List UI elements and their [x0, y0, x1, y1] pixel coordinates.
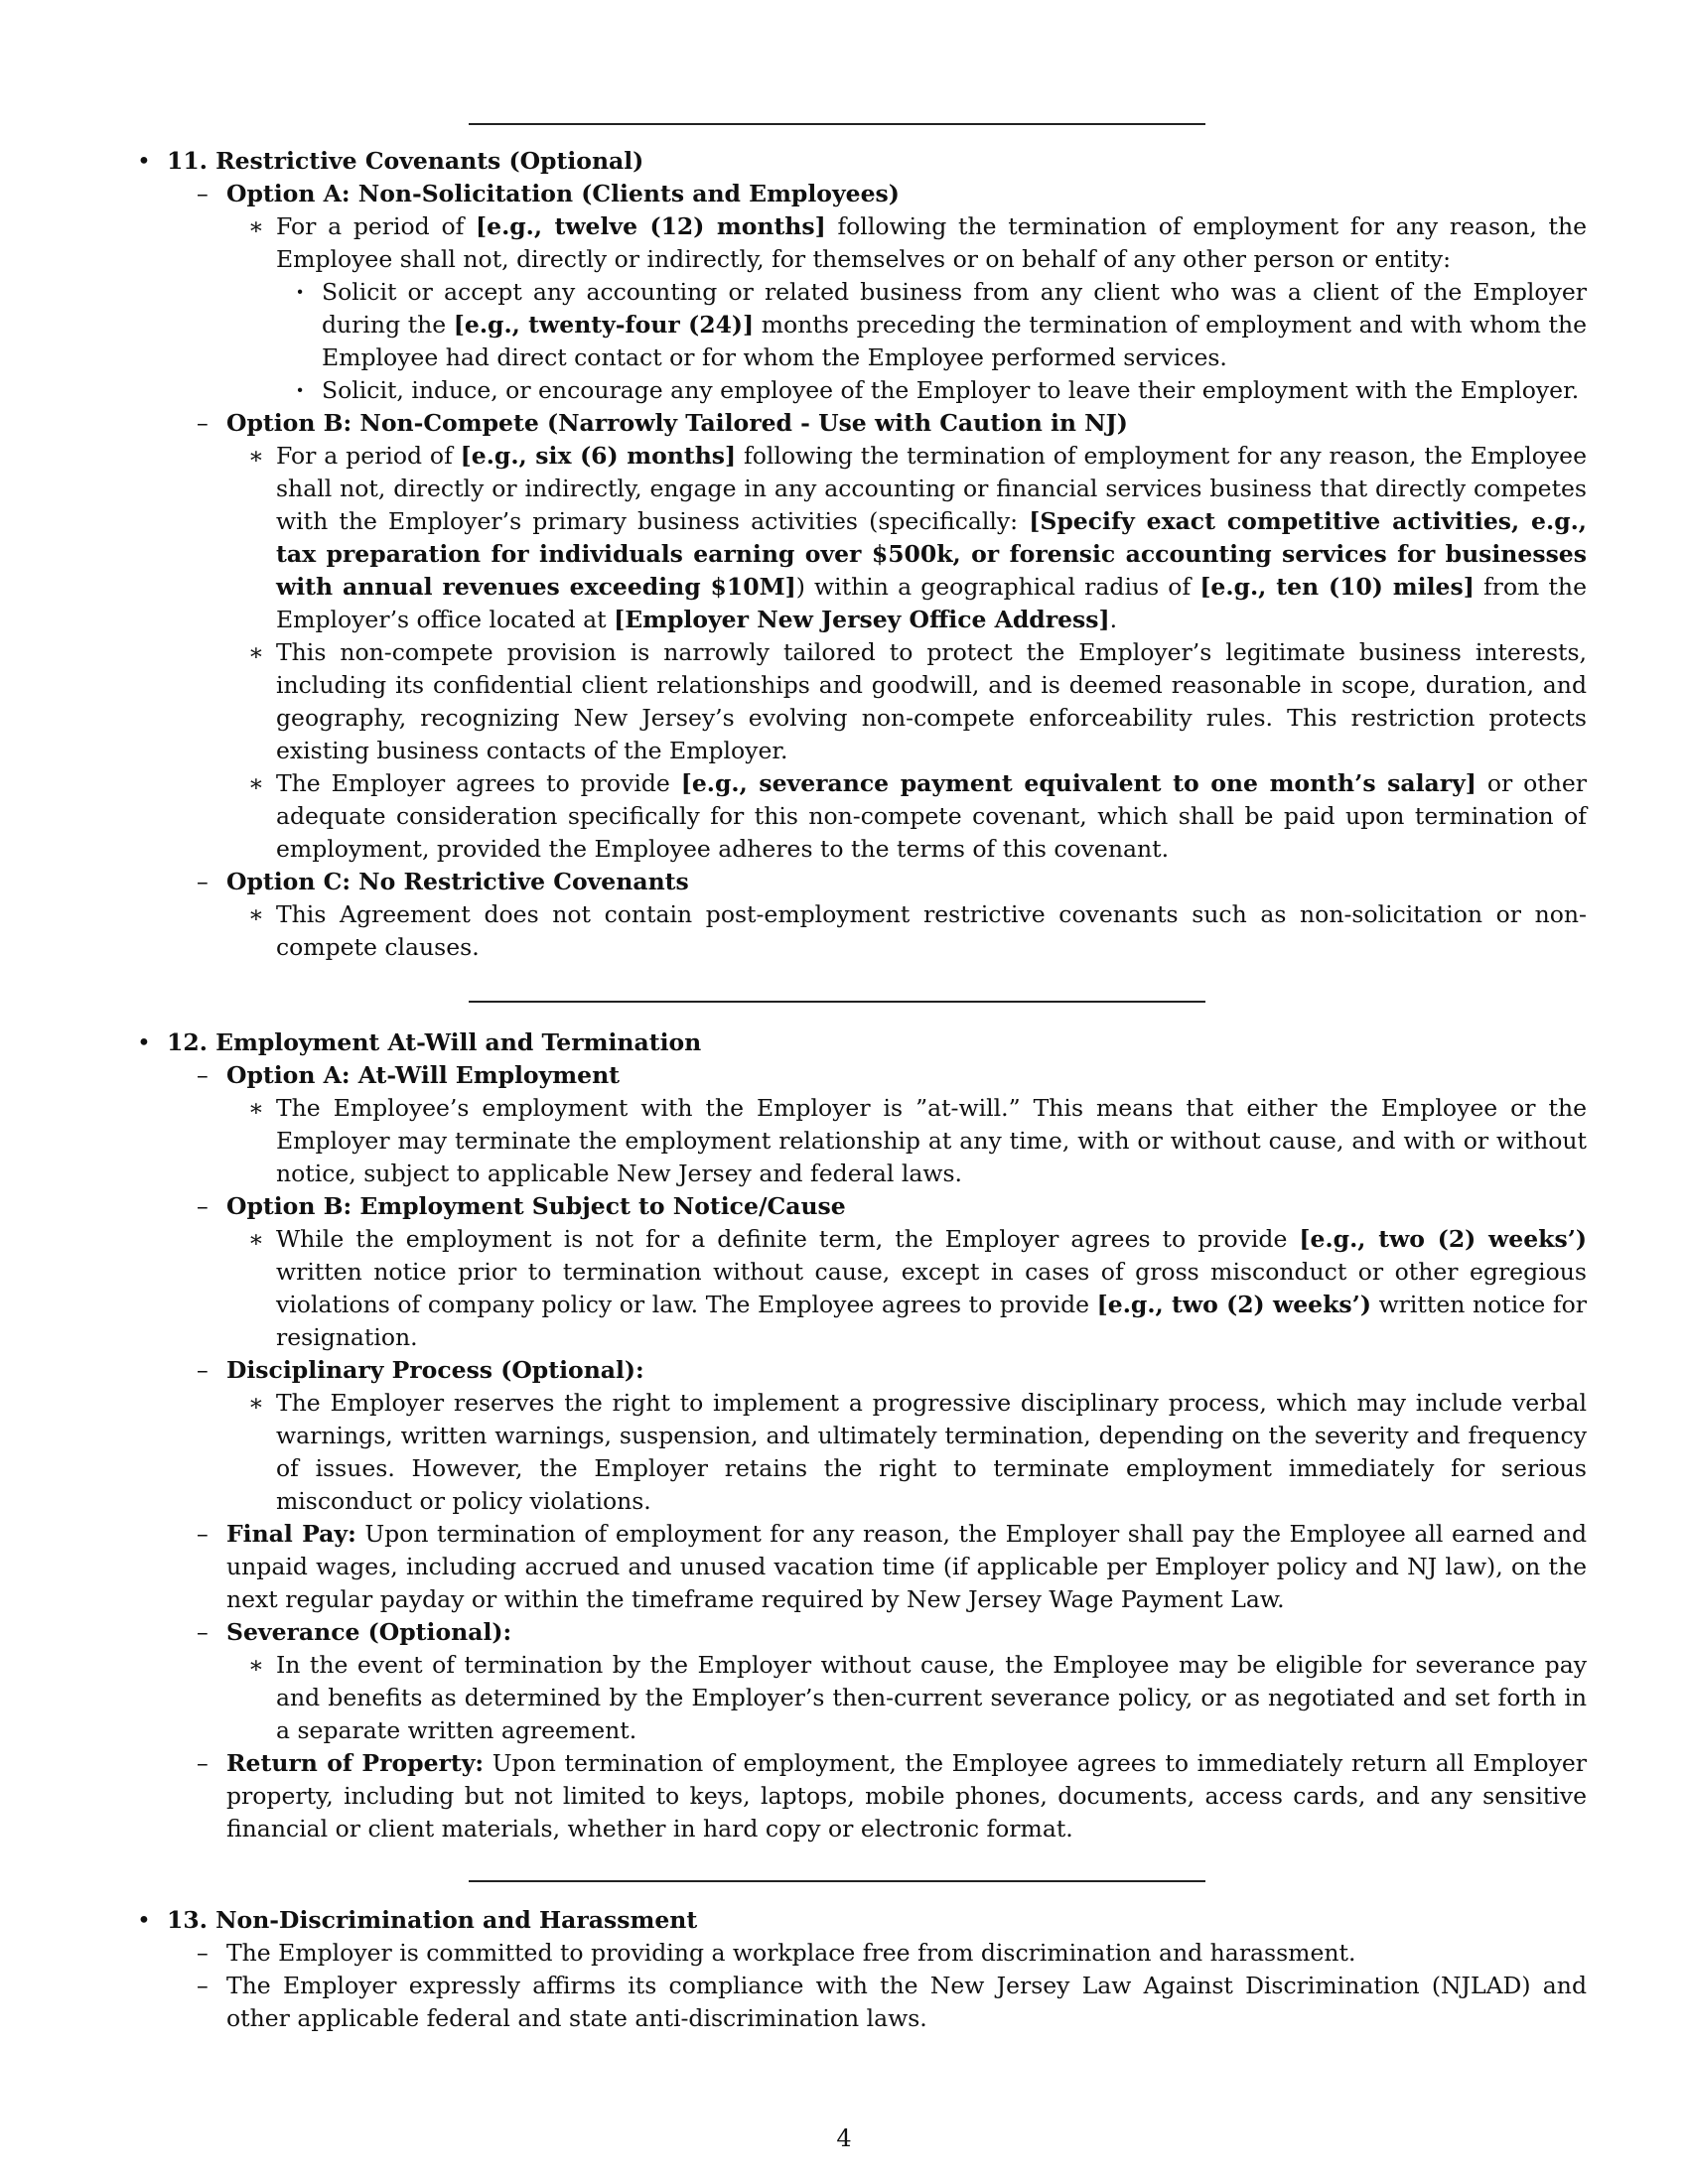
paragraph: ∗ In the event of termination by the Employer without cause, the Employee may be eligible for severance pay and benefits as determined by the Employer’s then-current severance policy, or as negotiated and set forth in a separate written agreement.: [276, 1649, 1587, 1747]
section-title: 12. Employment At-Will and Termination: [167, 1028, 702, 1056]
paragraph: ∗ This Agreement does not contain post-employment restrictive covenants such as non-solicitation or non-compete clauses.: [276, 898, 1587, 964]
paragraph: ∗ While the employment is not for a definite term, the Employer agrees to provide [e.g., two (2) weeks’) written notice prior to termination without cause, except in cases of gross misconduct or other egregious violations of company policy or law. The Employee agrees to provide [e.g., two (2) weeks’) written notice for resignation.: [276, 1223, 1587, 1354]
paragraph: ∗ The Employer agrees to provide [e.g., severance payment equivalent to one month’s salary] or other adequate consideration specifically for this non-compete covenant, which shall be paid upon termination of employment, provided the Employee adheres to the terms of this covenant.: [276, 767, 1587, 866]
option-title: Disciplinary Process (Optional):: [226, 1356, 644, 1384]
page-number: 4: [836, 2124, 852, 2152]
section-13: [137, 1904, 1587, 2035]
sub-bullet: · Solicit, induce, or encourage any employee of the Employer to leave their employment with the Employer.: [322, 374, 1587, 407]
list-item: – The Employer expressly affirms its compliance with the New Jersey Law Against Discrimination (NJLAD) and other applicable federal and state anti-discrimination laws.: [226, 1970, 1587, 2035]
option-title: Option B: Non-Compete (Narrowly Tailored - Use with Caution in NJ): [226, 409, 1128, 437]
return-property-item: – Return of Property: Upon termination of employment, the Employee agrees to immediately return all Employer property, including but not limited to keys, laptops, mobile phones, documents, access cards, and any sensitive financial or client materials, whether in hard copy or electronic format.: [226, 1747, 1587, 1845]
final-pay-item: – Final Pay: Upon termination of employment for any reason, the Employer shall pay the Employee all earned and unpaid wages, including accrued and unused vacation time (if applicable per Employer policy and NJ law), on the next regular payday or within the timeframe required by New Jersey Wage Payment Law.: [226, 1518, 1587, 1616]
paragraph: ∗ For a period of [e.g., six (6) months] following the termination of employment for any reason, the Employee shall not, directly or indirectly, engage in any accounting or financial services business that directly competes with the Employer’s primary business activities (specifically: [Specify exact competitive activities, e.g., tax preparation for individuals earning over $500k, or forensic accounting services for businesses with annual revenues exceeding $10M]) within a geographical radius of [e.g., ten (10) miles] from the Employer’s office located at [Employer New Jersey Office Address].: [276, 440, 1587, 636]
divider: [469, 1001, 1205, 1003]
divider: [469, 123, 1205, 125]
option-title: Option A: At-Will Employment: [226, 1061, 621, 1089]
option-title: Option B: Employment Subject to Notice/Cause: [226, 1192, 846, 1220]
section-title: 13. Non-Discrimination and Harassment: [167, 1906, 698, 1934]
section-title: 11. Restrictive Covenants (Optional): [167, 147, 644, 175]
paragraph: ∗ The Employer reserves the right to implement a progressive disciplinary process, which may include verbal warnings, written warnings, suspension, and ultimately termination, depending on the severity and frequency of issues. However, the Employer retains the right to terminate employment immediately for serious misconduct or policy violations.: [276, 1387, 1587, 1518]
sub-bullet: · Solicit or accept any accounting or related business from any client who was a client of the Employer during the [e.g., twenty-four (24)] months preceding the termination of employment and with whom the Employee had direct contact or for whom the Employee performed services.: [322, 276, 1587, 374]
paragraph: ∗ For a period of [e.g., twelve (12) months] following the termination of employment for any reason, the Employee shall not, directly or indirectly, for themselves or on behalf of any other person or entity: · Solicit or accept any accounting or related business from any client who was a client of the Employer during the [e.g., twenty-four (24)] months preceding the termination of employment and with whom the Employee had direct contact or for whom the Employee performed services. · Solicit, induce, or encourage any employee of the Employer to leave their employment with the Employer.: [276, 210, 1587, 407]
option-title: Severance (Optional):: [226, 1618, 512, 1646]
paragraph: ∗ The Employee’s employment with the Employer is ”at-will.” This means that either the Employee or the Employer may terminate the employment relationship at any time, with or without cause, and with or without notice, subject to applicable New Jersey and federal laws.: [276, 1092, 1587, 1190]
option-title: Option A: Non-Solicitation (Clients and Employees): [226, 180, 900, 207]
paragraph: ∗ This non-compete provision is narrowly tailored to protect the Employer’s legitimate business interests, including its confidential client relationships and goodwill, and is deemed reasonable in scope, duration, and geography, recognizing New Jersey’s evolving non-compete enforceability rules. This restriction protects existing business contacts of the Employer.: [276, 636, 1587, 767]
list-item: – The Employer is committed to providing a workplace free from discrimination and harassment.: [226, 1937, 1587, 1970]
section-11: [137, 145, 1587, 964]
divider: [469, 1880, 1205, 1882]
section-12: [137, 1026, 1587, 1845]
option-title: Option C: No Restrictive Covenants: [226, 868, 689, 895]
